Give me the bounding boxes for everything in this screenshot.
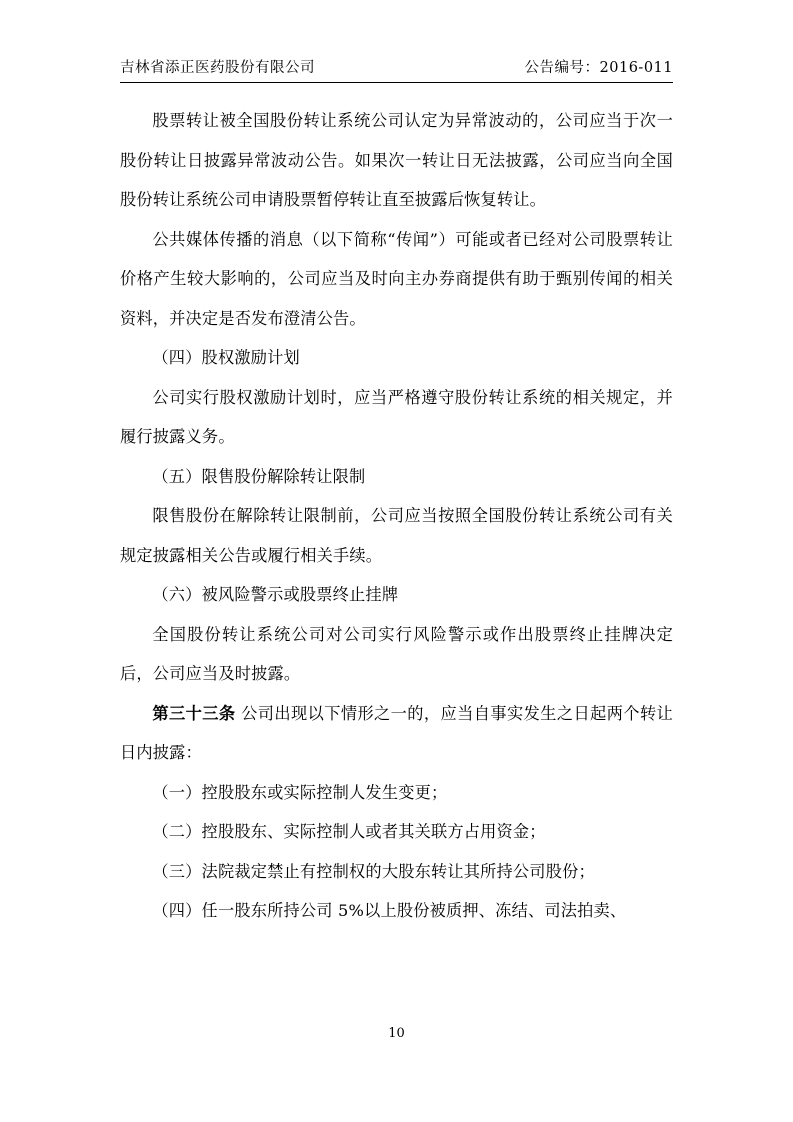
- list-item: （二）控股股东、实际控制人或者其关联方占用资金；: [152, 822, 546, 841]
- paragraph: 公共媒体传播的消息（以下简称“传闻”）可能或者已经对公司股票转让价格产生较大影响的，公司应当及时向主办券商提供有助于甄别传闻的相关资料，并决定是否发布澄清公告。: [120, 229, 673, 328]
- section-heading: （六）被风险警示或股票终止挂牌: [152, 585, 399, 604]
- document-body: [120, 101, 673, 931]
- page-number: 10: [388, 1026, 405, 1041]
- list-item: （一）控股股东或实际控制人发生变更；: [152, 782, 448, 802]
- article-paragraph: [120, 694, 673, 773]
- paragraph: 限售股份在解除转让限制前，公司应当按照全国股份转让系统公司有关规定披露相关公告或履行相关手续。: [120, 506, 673, 565]
- section-heading: （五）限售股份解除转让限制: [152, 466, 366, 486]
- article-text: 公司出现以下情形之一的，应当自事实发生之日起两个转让日内披露：: [120, 703, 674, 762]
- article-title: 第三十三条: [152, 703, 236, 723]
- section-heading: （四）股权激励计划: [152, 348, 300, 367]
- paragraph: 全国股份转让系统公司对公司实行风险警示或作出股票终止挂牌决定后，公司应当及时披露。: [120, 624, 673, 683]
- list-item: （四）任一股东所持公司 5%以上股份被质押、冻结、司法拍卖、: [152, 901, 627, 920]
- paragraph: 公司实行股权激励计划时，应当严格遵守股份转让系统的相关规定，并履行披露义务。: [120, 387, 673, 446]
- list-item: （三）法院裁定禁止有控制权的大股东转让其所持公司股份；: [152, 861, 595, 881]
- company-name: 吉林省添正医药股份有限公司: [120, 60, 315, 76]
- announcement-number: 公告编号：2016-011: [524, 60, 673, 76]
- page-header: [120, 58, 673, 83]
- paragraph: 股票转让被全国股份转让系统公司认定为异常波动的，公司应当于次一股份转让日披露异常波动公告。如果次一转让日无法披露，公司应当向全国股份转让系统公司申请股票暂停转让直至披露后恢复转让。: [120, 111, 673, 209]
